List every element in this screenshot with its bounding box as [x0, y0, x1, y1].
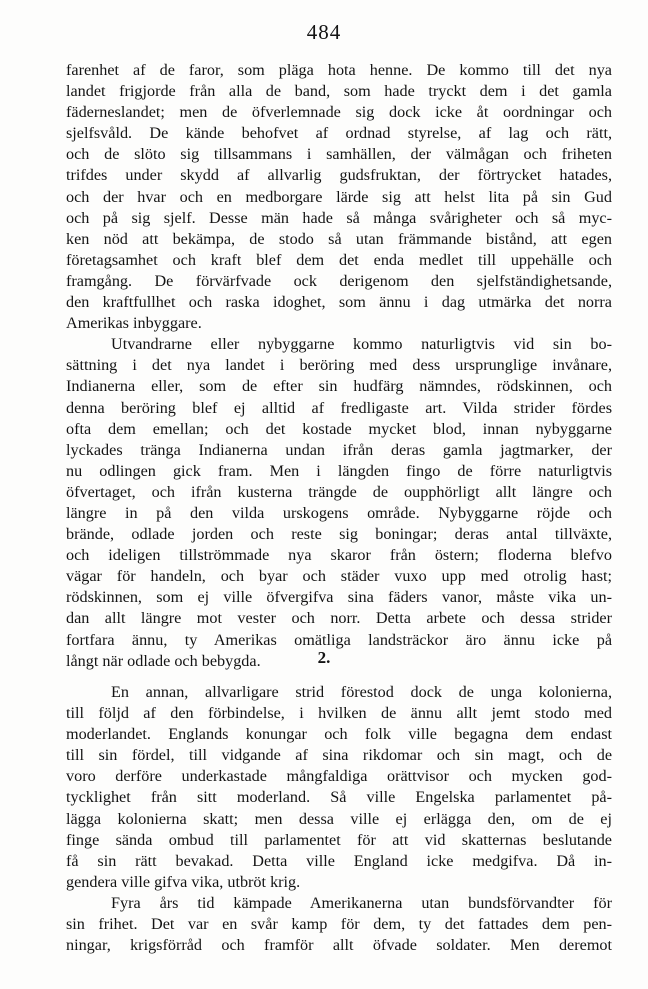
text-line: långt när odlade och bebygda. — [66, 651, 261, 670]
text-line: till sin fördel, till vidgande af sina rikdomar och sin magt, och de — [66, 746, 612, 765]
text-line: öfvertaget, och ifrån kusterna trängde de oupphörligt allt längre och — [66, 482, 612, 501]
text-line: En annan, allvarligare strid förestod dock de unga kolonierna, — [111, 683, 612, 701]
text-line: lyckades tränga Indianerna undan ifrån deras gamla jagtmarker, der — [66, 440, 612, 459]
text-line: den kraftfullhet och raska idoghet, som ännu i dag utmärka det norra — [66, 293, 612, 312]
text-line: Utvandrarne eller nybyggarne kommo naturligtvis vid sin bo- — [111, 335, 612, 354]
text-line: Amerikas inbyggare. — [66, 314, 202, 333]
text-line: ken nöd att bekämpa, de stodo så utan främmande bistånd, att egen — [66, 229, 612, 248]
text-line: landet frigjorde från alla de band, som hade tryckt dem i det gamla — [66, 82, 612, 101]
text-line: få sin rätt bevakad. Detta ville England icke medgifva. Då in- — [66, 851, 612, 870]
text-line: farenhet af de faror, som pläga hota henne. De kommo till det nya — [66, 61, 612, 79]
text-line: vägar för handeln, och byar och städer vuxo upp med otrolig hast; — [66, 567, 612, 586]
text-line: sättning i det nya landet i beröring med dess ursprunglige invånare, — [66, 356, 612, 375]
text-line: och ideligen tillströmmade nya skaror från östern; floderna blefvo — [66, 546, 612, 565]
text-line: längre in på den vilda urskogens område. Nybyggarne röjde och — [66, 503, 612, 522]
text-line: dan allt längre mot vester och norr. Detta arbete och dessa strider — [66, 609, 612, 628]
text-line: finge sända ombud till parlamentet för att vid skatternas beslutande — [66, 830, 612, 849]
text-line: fortfara ännu, ty Amerikas omätliga landsträckor äro ännu icke på — [66, 630, 612, 649]
text-line: Indianerna eller, som de efter sin hudfärg nämndes, rödskinnen, och — [66, 377, 612, 396]
text-line: lägga kolonierna skatt; men dessa ville ej erlägga den, om de ej — [66, 809, 612, 828]
text-line: och der hvar och en medborgare lärde sig att helst lita på sin Gud — [66, 187, 612, 206]
text-line: framgång. De förvärfvade ock derigenom den sjelfständighetsande, — [66, 271, 612, 290]
text-line: ningar, krigsförråd och framför allt öfvade soldater. Men deremot — [66, 936, 612, 955]
text-line: voro derföre underkastade mångfaldiga orättvisor och mycken god- — [66, 767, 612, 786]
text-line: brände, odlade jorden och reste sig boningar; deras antal tillväxte, — [66, 525, 612, 544]
text-line: rödskinnen, som ej ville öfvergifva sina fäders vanor, måste vika un- — [66, 588, 612, 607]
text-line: Fyra års tid kämpade Amerikanerna utan bundsförvandter för — [111, 893, 612, 912]
text-line: sjelfsvåld. De kände behofvet af ordnad styrelse, af lag och rätt, — [66, 124, 612, 143]
text-line: moderlandet. Englands konungar och folk ville begagna dem endast — [66, 725, 612, 744]
text-line: trifdes under skydd af allvarlig gudsfruktan, der förtrycket hatades, — [66, 166, 612, 185]
text-block-2 — [66, 682, 612, 956]
text-line: denna beröring blef ej alltid af fredligaste art. Vilda strider fördes — [66, 398, 612, 417]
text-line: nu odlingen gick fram. Men i längden fingo de förre naturligtvis — [66, 461, 612, 480]
text-line: företagsamhet och kraft blef dem det enda medlet till uppehälle och — [66, 250, 612, 269]
text-line: gendera ville gifva vika, utbröt krig. — [66, 872, 301, 891]
page-number: 484 — [306, 20, 342, 44]
text-line: ofta dem emellan; och det kostade mycket blod, innan nybyggarne — [66, 419, 612, 438]
text-line: sin frihet. Det var en svår kamp för dem, ty det fattades dem pen- — [66, 915, 612, 934]
text-line: till följd af den förbindelse, i hvilken de ännu allt jemt stodo med — [66, 704, 612, 723]
section-heading: 2. — [317, 648, 331, 667]
text-block-1 — [66, 60, 612, 672]
text-line: och de slöto sig tillsammans i samhällen, der välmågan och friheten — [66, 145, 612, 164]
text-line: fäderneslandet; men de öfverlemnade sig dock icke åt oordningar och — [66, 103, 612, 122]
text-line: och på sig sjelf. Desse män hade så många svårigheter och så myc- — [66, 208, 612, 227]
text-line: tycklighet från sitt moderland. Så ville Engelska parlamentet på- — [66, 788, 612, 807]
